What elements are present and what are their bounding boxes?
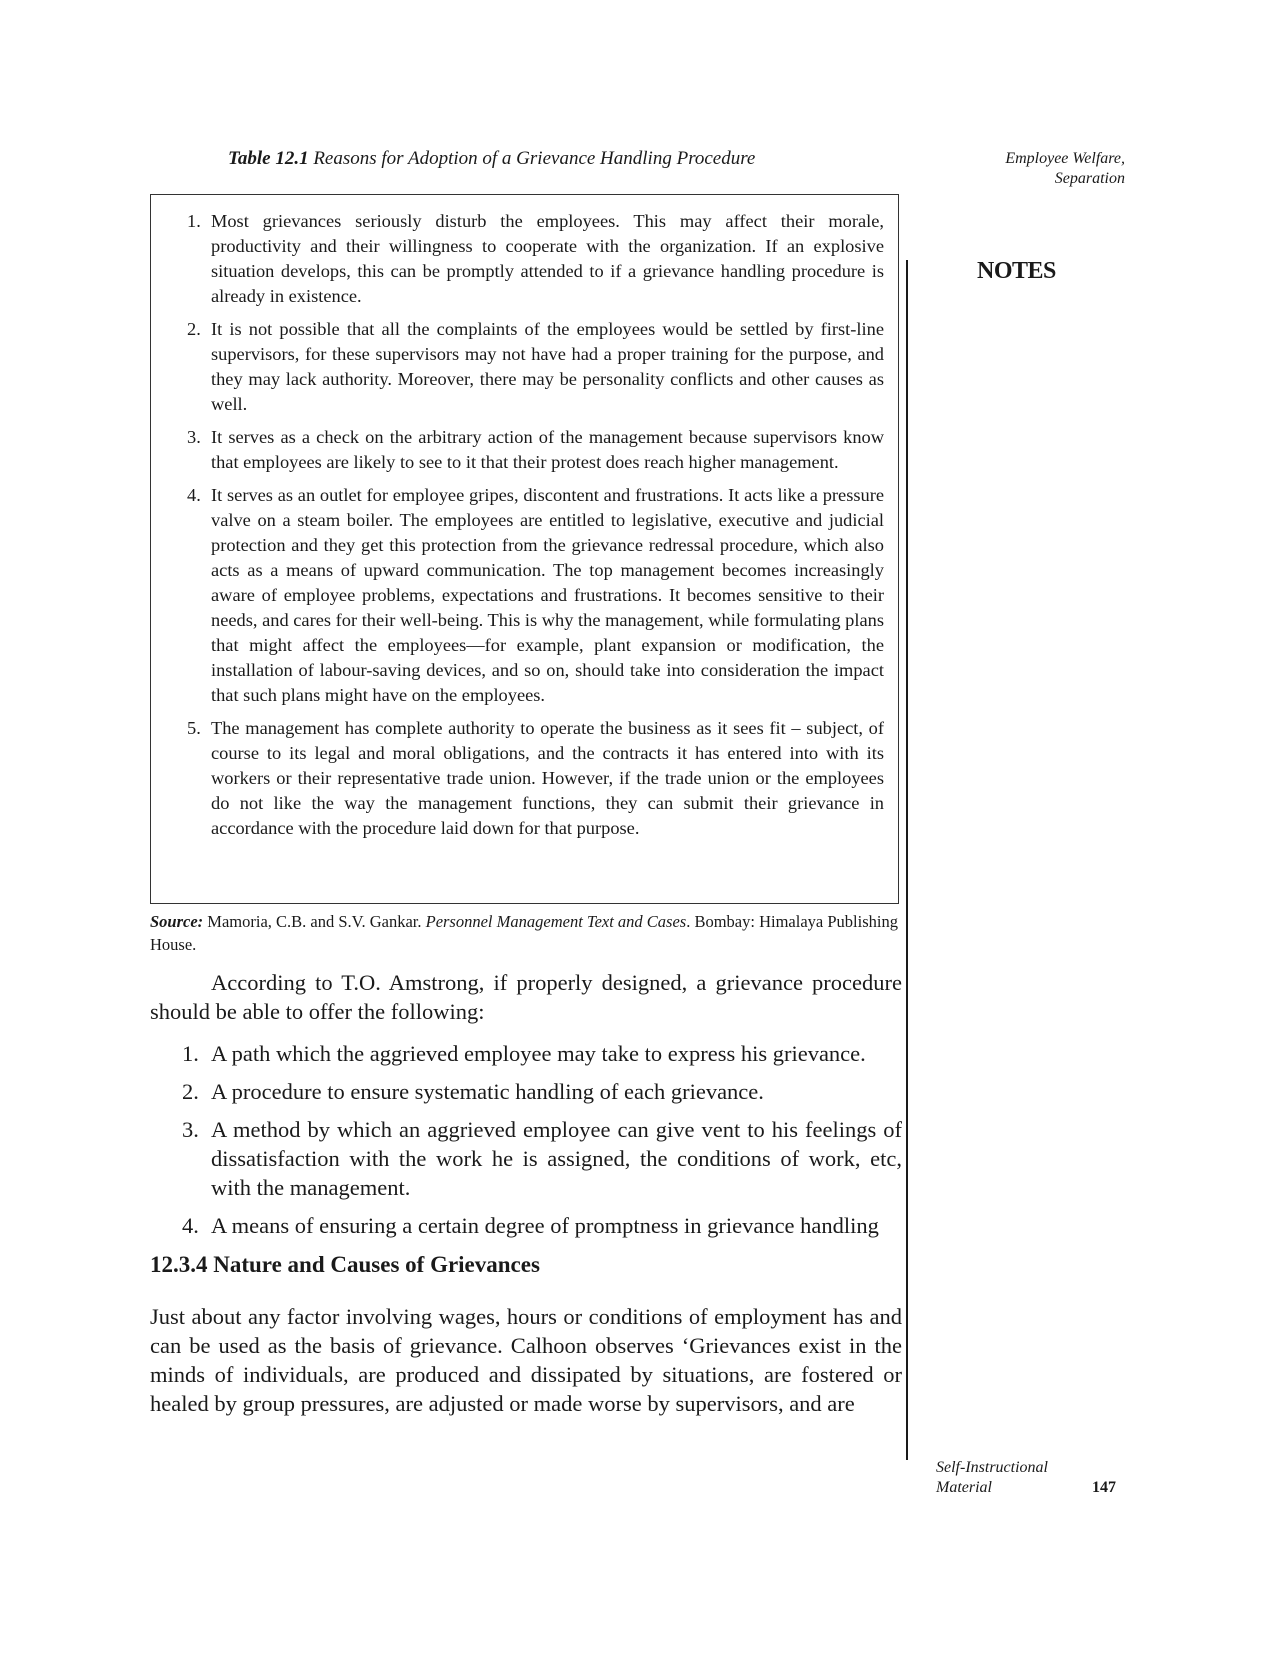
feature-text: A means of ensuring a certain degree of promptness in grievance handling bbox=[211, 1213, 879, 1238]
feature-item bbox=[150, 1039, 902, 1068]
section-heading: 12.3.4 Nature and Causes of Grievances bbox=[150, 1252, 540, 1277]
feature-text: A path which the aggrieved employee may take to express his grievance. bbox=[211, 1041, 866, 1066]
feature-text: A method by which an aggrieved employee can give vent to his feelings of dissatisfaction with the work he is assigned, the conditions of work, etc, with the management. bbox=[211, 1117, 902, 1200]
feature-number: 4. bbox=[182, 1213, 199, 1238]
feature-text: A procedure to ensure systematic handling of each grievance. bbox=[211, 1079, 764, 1104]
features-list bbox=[150, 1039, 902, 1249]
table-caption-title: Reasons for Adoption of a Grievance Handling Procedure bbox=[313, 148, 756, 169]
notes-label: NOTES bbox=[977, 258, 1056, 284]
margin-divider bbox=[906, 260, 908, 1460]
running-header-line1: Employee Welfare, bbox=[1005, 150, 1125, 167]
reason-text: It serves as an outlet for employee gripes, discontent and frustrations. It acts like a pressure valve on a steam boiler. The employees are entitled to legislative, executive and judicial protection and they get this protection from the grievance redressal procedure, which also acts as a means of upward communication. The top management becomes increasingly aware of employee problems, expectations and frustrations. It becomes sensitive to their needs, and cares for their well-being. This is why the management, while formulating plans that might affect the employees—for example, plant expansion or modification, the installation of labour-saving devices, and so on, should take into consideration the impact that such plans might have on the employees. bbox=[211, 485, 884, 705]
reason-item bbox=[151, 483, 900, 708]
table-caption-number: Table 12.1 bbox=[228, 148, 309, 169]
nature-paragraph: Just about any factor involving wages, hours or conditions of employment has and can be used as the basis of grievance. Calhoon observes ‘Grievances exist in the minds of individuals, are produced and dissipated by situations, are fostered or healed by group pressures, are adjusted or made worse by supervisors, and are bbox=[150, 1304, 902, 1416]
running-header bbox=[940, 149, 1125, 189]
feature-number: 3. bbox=[182, 1117, 199, 1142]
reason-number: 5. bbox=[187, 718, 201, 738]
reason-text: It serves as a check on the arbitrary action of the management because supervisors know that employees are likely to see to it that their protest does reach higher management. bbox=[211, 427, 884, 472]
reasons-table-box bbox=[150, 194, 899, 904]
reason-number: 3. bbox=[187, 427, 201, 447]
source-title: Personnel Management Text and Cases bbox=[425, 912, 687, 931]
feature-item bbox=[150, 1115, 902, 1202]
running-header-line2: Separation bbox=[1054, 170, 1125, 187]
reason-text: The management has complete authority to operate the business as it sees fit – subject, of course to its legal and moral obligations, and the contracts it has entered into with its workers or their representative trade union. However, if the trade union or the employees do not like the way the management functions, they can submit their grievance in accordance with the procedure laid down for that purpose. bbox=[211, 718, 884, 838]
reason-number: 2. bbox=[187, 319, 201, 339]
reason-number: 4. bbox=[187, 485, 201, 505]
feature-number: 2. bbox=[182, 1079, 199, 1104]
feature-number: 1. bbox=[182, 1041, 199, 1066]
reason-number: 1. bbox=[187, 211, 201, 231]
reason-item bbox=[151, 425, 900, 475]
table-source bbox=[150, 910, 902, 956]
page-number: 147 bbox=[1092, 1479, 1116, 1496]
intro-paragraph: According to T.O. Amstrong, if properly designed, a grievance procedure should be able to offer the following: bbox=[150, 970, 902, 1024]
footer-line1: Self-Instructional bbox=[936, 1459, 1048, 1476]
source-publisher: . Bombay: Himalaya Publishing House. bbox=[150, 912, 898, 954]
source-label: Source: bbox=[150, 912, 204, 931]
reason-item bbox=[151, 317, 900, 417]
table-caption bbox=[228, 148, 755, 170]
reason-text: Most grievances seriously disturb the employees. This may affect their morale, productivity and their willingness to cooperate with the organization. If an explosive situation develops, this can be promptly attended to if a grievance handling procedure is already in existence. bbox=[211, 211, 884, 306]
reason-item bbox=[151, 716, 900, 841]
reason-item bbox=[151, 209, 900, 309]
source-authors: Mamoria, C.B. and S.V. Gankar. bbox=[207, 912, 422, 931]
reasons-list bbox=[151, 209, 900, 849]
feature-item bbox=[150, 1211, 902, 1240]
feature-item bbox=[150, 1077, 902, 1106]
footer-line2: Material bbox=[936, 1479, 992, 1496]
footer-label bbox=[936, 1458, 1048, 1498]
reason-text: It is not possible that all the complaints of the employees would be settled by first-line supervisors, for these supervisors may not have had a proper training for the purpose, and they may lack authority. Moreover, there may be personality conflicts and other causes as well. bbox=[211, 319, 884, 414]
